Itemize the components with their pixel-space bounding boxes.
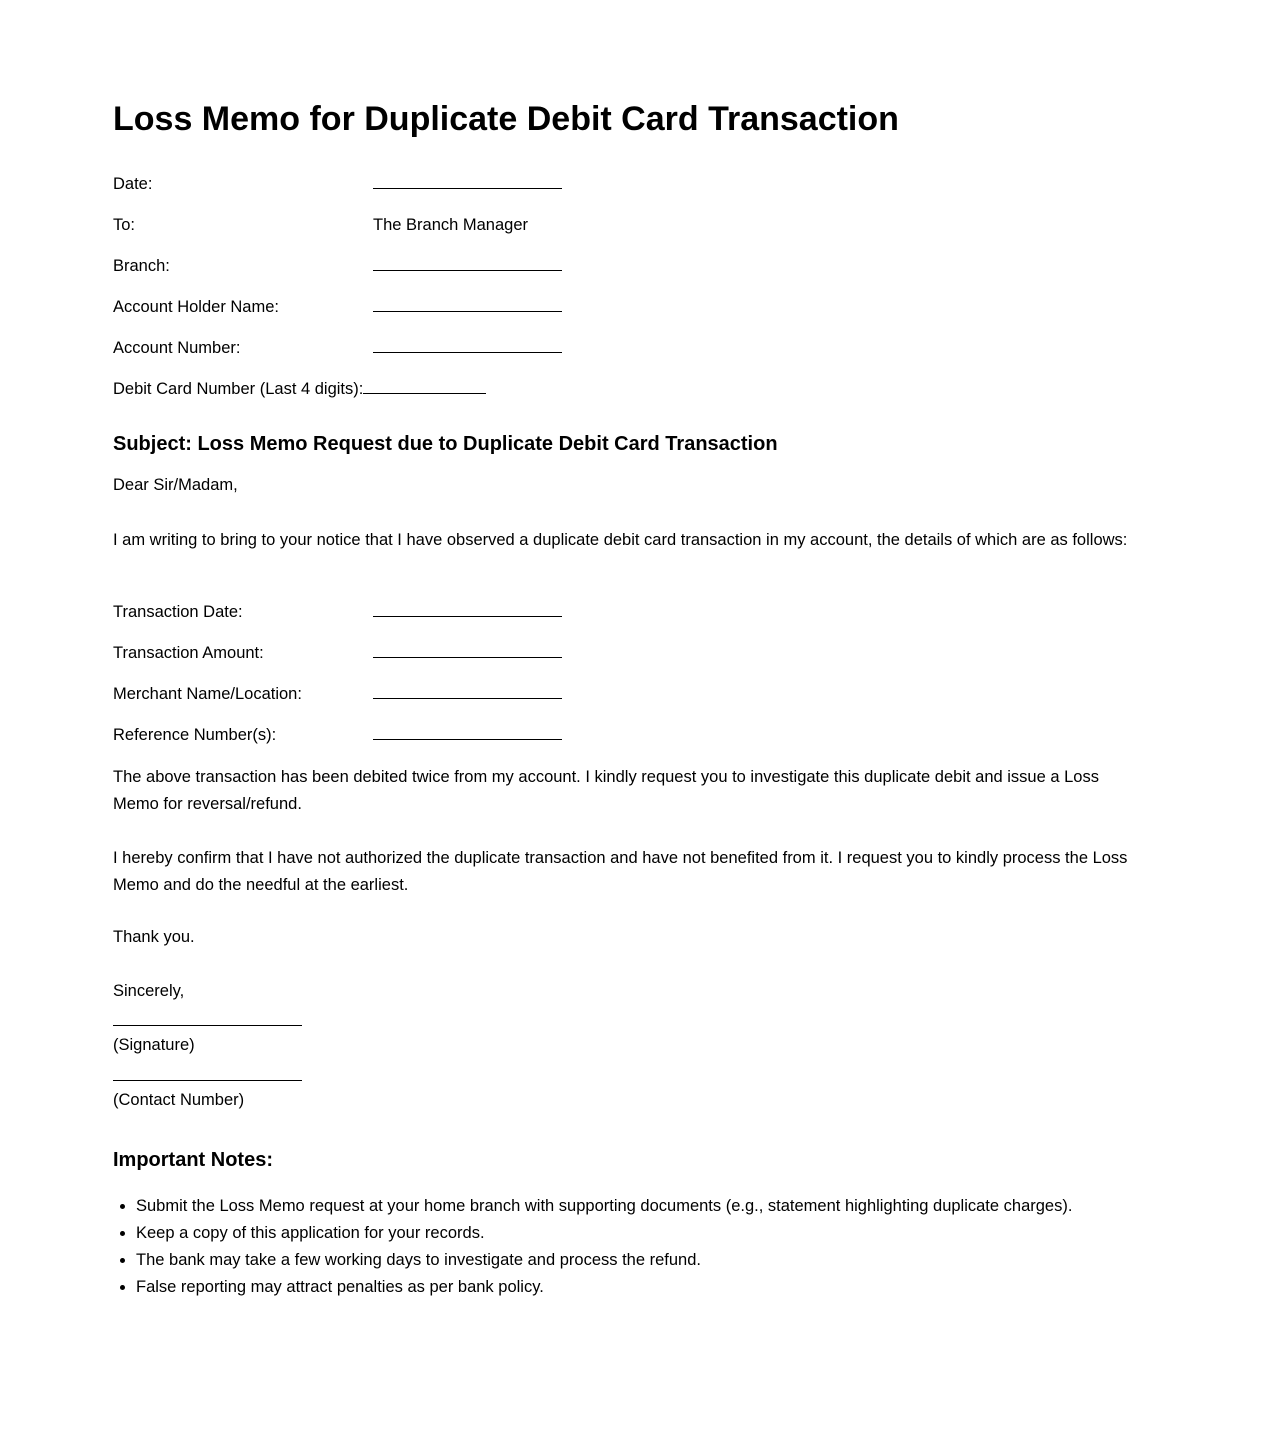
account-holder-field	[113, 297, 562, 317]
notes-heading: Important Notes:	[113, 1149, 273, 1171]
merchant-blank[interactable]	[373, 684, 562, 699]
date-label: Date:	[113, 175, 153, 193]
to-field	[113, 215, 528, 235]
subject-heading: Subject: Loss Memo Request due to Duplicate Debit Card Transaction	[113, 433, 778, 455]
salutation: Dear Sir/Madam,	[113, 476, 238, 494]
document-title: Loss Memo for Duplicate Debit Card Transaction	[113, 100, 899, 138]
list-item: • Keep a copy of this application for your records.	[136, 1220, 1146, 1247]
transaction-date-label: Transaction Date:	[113, 603, 243, 621]
to-value: The Branch Manager	[373, 216, 529, 234]
account-holder-label: Account Holder Name:	[113, 298, 279, 316]
signature-line[interactable]	[113, 1025, 302, 1026]
list-item: • The bank may take a few working days to investigate and process the refund.	[136, 1247, 1146, 1274]
contact-line[interactable]	[113, 1080, 302, 1081]
intro-paragraph: I am writing to bring to your notice that I have observed a duplicate debit card transaction in my account, the details of which are as follows:	[113, 531, 1128, 549]
contact-caption: (Contact Number)	[113, 1091, 245, 1109]
list-item: • False reporting may attract penalties as per bank policy.	[136, 1274, 1146, 1301]
date-field	[113, 174, 562, 194]
debit-card-blank[interactable]	[363, 379, 486, 394]
transaction-amount-label: Transaction Amount:	[113, 644, 264, 662]
debit-card-field	[113, 379, 486, 399]
account-holder-blank[interactable]	[373, 297, 562, 312]
branch-field	[113, 256, 562, 276]
date-blank[interactable]	[373, 174, 562, 189]
debit-card-label: Debit Card Number (Last 4 digits):	[113, 380, 364, 398]
thanks-text: Thank you.	[113, 928, 195, 946]
confirmation-paragraph: I hereby confirm that I have not authorized the duplicate transaction and have not benefited from it. I request you to kindly process the Loss Memo and do the needful at the earliest.	[113, 849, 1128, 894]
transaction-date-field	[113, 602, 562, 622]
branch-blank[interactable]	[373, 256, 562, 271]
transaction-date-blank[interactable]	[373, 602, 562, 617]
reference-field	[113, 725, 562, 745]
account-number-field	[113, 338, 562, 358]
transaction-amount-blank[interactable]	[373, 643, 562, 658]
to-label: To:	[113, 216, 136, 234]
merchant-field	[113, 684, 562, 704]
account-number-blank[interactable]	[373, 338, 562, 353]
request-paragraph: The above transaction has been debited twice from my account. I kindly request you to investigate this duplicate debit and issue a Loss Memo for reversal/refund.	[113, 768, 1099, 813]
transaction-amount-field	[113, 643, 562, 663]
list-item: • Submit the Loss Memo request at your home branch with supporting documents (e.g., statement highlighting duplicate charges).	[136, 1193, 1146, 1220]
closing-text: Sincerely,	[113, 982, 185, 1000]
notes-list	[113, 1193, 1146, 1301]
account-number-label: Account Number:	[113, 339, 241, 357]
reference-label: Reference Number(s):	[113, 726, 277, 744]
signature-caption: (Signature)	[113, 1036, 195, 1054]
branch-label: Branch:	[113, 257, 170, 275]
merchant-label: Merchant Name/Location:	[113, 685, 302, 703]
reference-blank[interactable]	[373, 725, 562, 740]
